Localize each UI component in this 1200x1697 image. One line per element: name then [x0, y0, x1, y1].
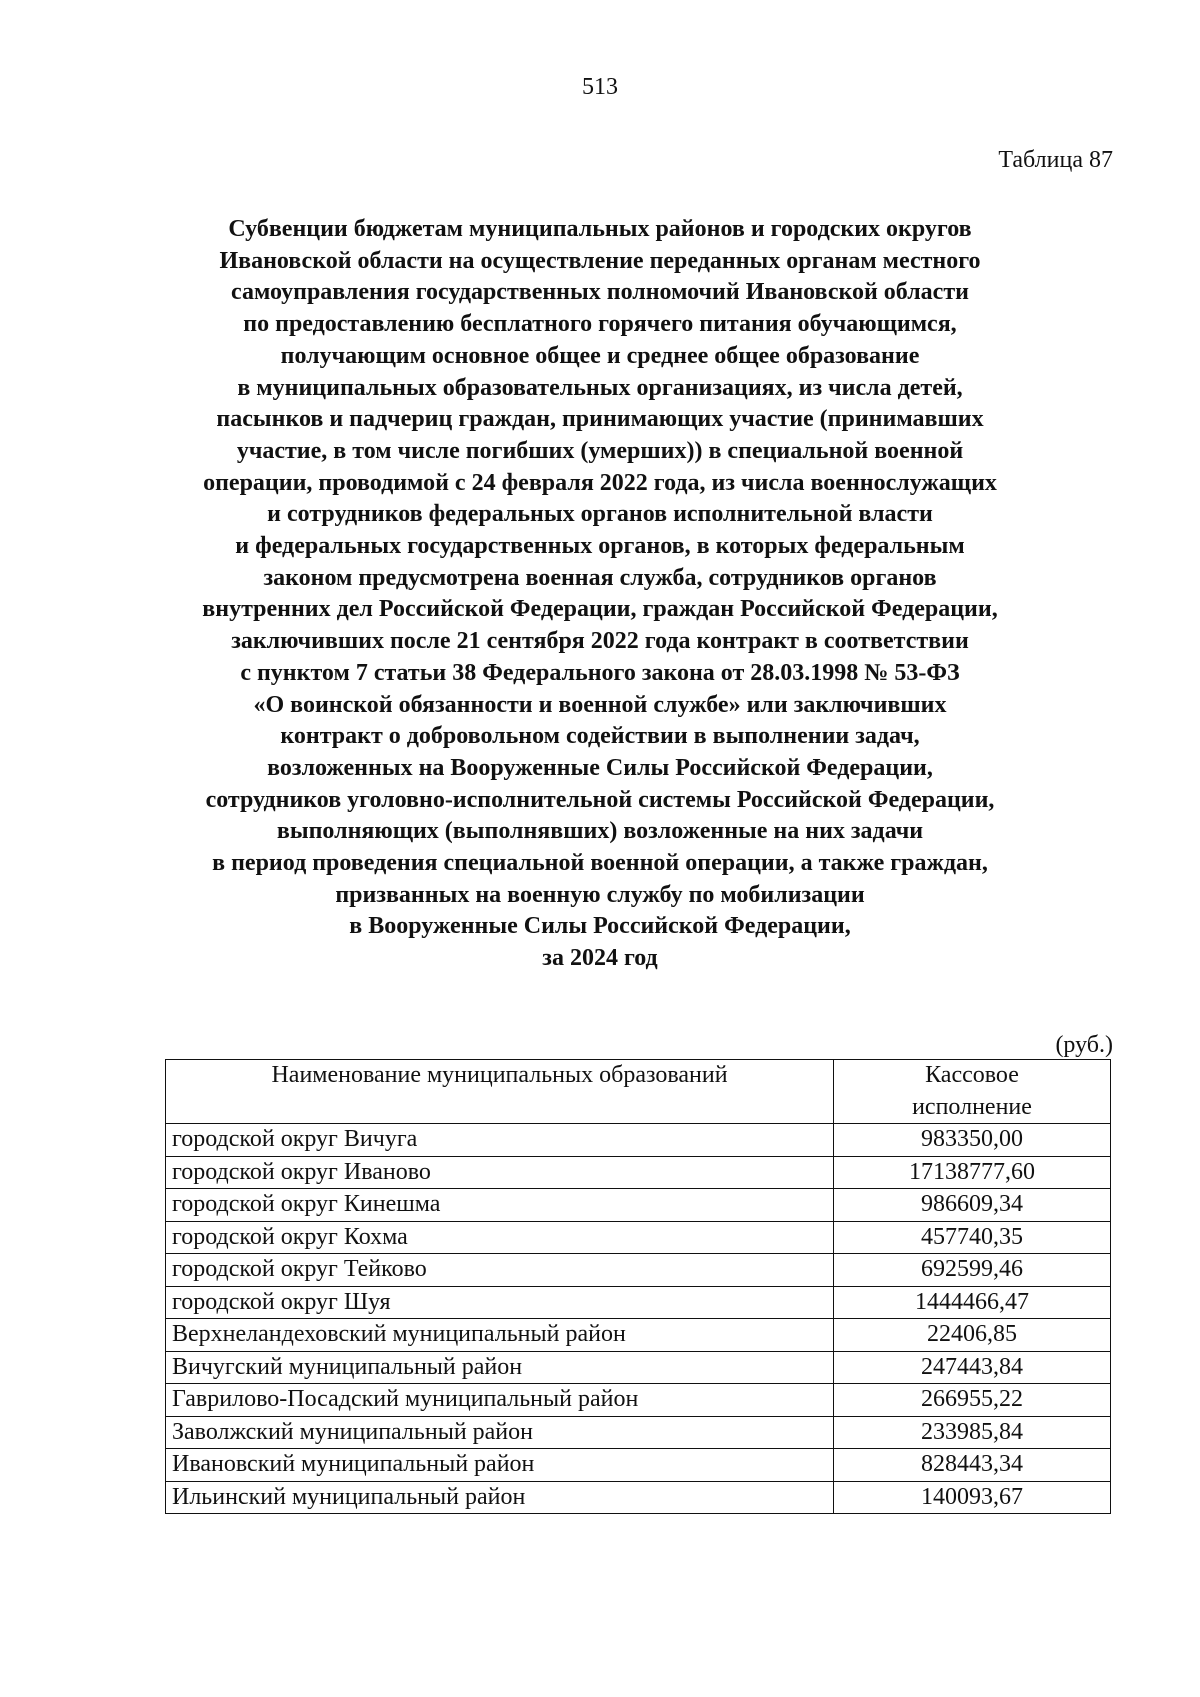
table-row — [166, 1319, 1111, 1352]
table-label: Таблица 87 — [998, 147, 1113, 173]
title-line: «О воинской обязанности и военной службе» или заключивших — [253, 691, 947, 718]
title-line: в период проведения специальной военной операции, а также граждан, — [212, 850, 988, 877]
title-line: пасынков и падчериц граждан, принимающих участие (принимавших — [216, 406, 984, 433]
title-line: по предоставлению бесплатного горячего питания обучающимся, — [243, 311, 957, 338]
amount-cell: 233985,84 — [834, 1416, 1111, 1449]
municipality-cell: Ивановский муниципальный район — [166, 1449, 834, 1482]
table-row — [166, 1286, 1111, 1319]
title-line: Ивановской области на осуществление переданных органам местного — [219, 247, 981, 274]
header-municipality: Наименование муниципальных образований — [166, 1060, 834, 1124]
amount-cell: 1444466,47 — [834, 1286, 1111, 1319]
document-title — [90, 214, 1110, 975]
title-line: за 2024 год — [542, 945, 658, 972]
amount-cell: 266955,22 — [834, 1384, 1111, 1417]
table-row — [166, 1384, 1111, 1417]
title-line: законом предусмотрена военная служба, сотрудников органов — [263, 564, 937, 591]
amount-cell: 140093,67 — [834, 1481, 1111, 1514]
title-line: участие, в том числе погибших (умерших)) в специальной военной — [236, 437, 964, 464]
title-line: самоуправления государственных полномочий Ивановской области — [231, 279, 969, 306]
table-row — [166, 1254, 1111, 1287]
subvention-table — [165, 1059, 1111, 1514]
amount-cell: 17138777,60 — [834, 1156, 1111, 1189]
table-row — [166, 1351, 1111, 1384]
municipality-cell: городской округ Вичуга — [166, 1124, 834, 1157]
municipality-cell: Гаврилово-Посадский муниципальный район — [166, 1384, 834, 1417]
table-row — [166, 1481, 1111, 1514]
header-cash-execution — [834, 1060, 1111, 1124]
municipality-cell: Верхнеландеховский муниципальный район — [166, 1319, 834, 1352]
currency-units: (руб.) — [1055, 1032, 1113, 1058]
amount-cell: 22406,85 — [834, 1319, 1111, 1352]
amount-cell: 692599,46 — [834, 1254, 1111, 1287]
table-header-row — [166, 1060, 1111, 1124]
amount-cell: 457740,35 — [834, 1221, 1111, 1254]
table-row — [166, 1189, 1111, 1222]
page-number: 513 — [582, 74, 618, 100]
municipality-cell: городской округ Иваново — [166, 1156, 834, 1189]
table-row — [166, 1449, 1111, 1482]
title-line: сотрудников уголовно-исполнительной системы Российской Федерации, — [205, 786, 995, 813]
header-cash-execution-line1: Кассовое — [925, 1062, 1019, 1088]
municipality-cell: Ильинский муниципальный район — [166, 1481, 834, 1514]
title-line: операции, проводимой с 24 февраля 2022 года, из числа военнослужащих — [203, 469, 997, 496]
municipality-cell: городской округ Тейково — [166, 1254, 834, 1287]
title-line: с пунктом 7 статьи 38 Федерального закона от 28.03.1998 № 53-ФЗ — [240, 659, 960, 686]
title-line: и федеральных государственных органов, в которых федеральным — [235, 533, 965, 560]
header-cash-execution-line2: исполнение — [912, 1093, 1032, 1120]
municipality-cell: городской округ Шуя — [166, 1286, 834, 1319]
table-row — [166, 1221, 1111, 1254]
title-line: в муниципальных образовательных организациях, из числа детей, — [237, 374, 963, 401]
amount-cell: 983350,00 — [834, 1124, 1111, 1157]
amount-cell: 986609,34 — [834, 1189, 1111, 1222]
title-line: и сотрудников федеральных органов исполнительной власти — [267, 501, 933, 528]
title-line: внутренних дел Российской Федерации, граждан Российской Федерации, — [202, 596, 998, 623]
title-line: Субвенции бюджетам муниципальных районов и городских округов — [228, 216, 972, 242]
amount-cell: 247443,84 — [834, 1351, 1111, 1384]
municipality-cell: городской округ Кинешма — [166, 1189, 834, 1222]
title-line: заключивших после 21 сентября 2022 года контракт в соответствии — [231, 628, 969, 655]
title-line: контракт о добровольном содействии в выполнении задач, — [280, 723, 920, 750]
table-row — [166, 1416, 1111, 1449]
title-line: получающим основное общее и среднее общее образование — [280, 342, 920, 369]
title-line: возложенных на Вооруженные Силы Российской Федерации, — [267, 754, 933, 781]
municipality-cell: городской округ Кохма — [166, 1221, 834, 1254]
table-row — [166, 1124, 1111, 1157]
municipality-cell: Вичугский муниципальный район — [166, 1351, 834, 1384]
title-line: выполняющих (выполнявших) возложенные на них задачи — [276, 818, 924, 845]
table-row — [166, 1156, 1111, 1189]
amount-cell: 828443,34 — [834, 1449, 1111, 1482]
title-line: в Вооруженные Силы Российской Федерации, — [349, 913, 851, 940]
title-line: призванных на военную службу по мобилизации — [335, 881, 865, 908]
municipality-cell: Заволжский муниципальный район — [166, 1416, 834, 1449]
